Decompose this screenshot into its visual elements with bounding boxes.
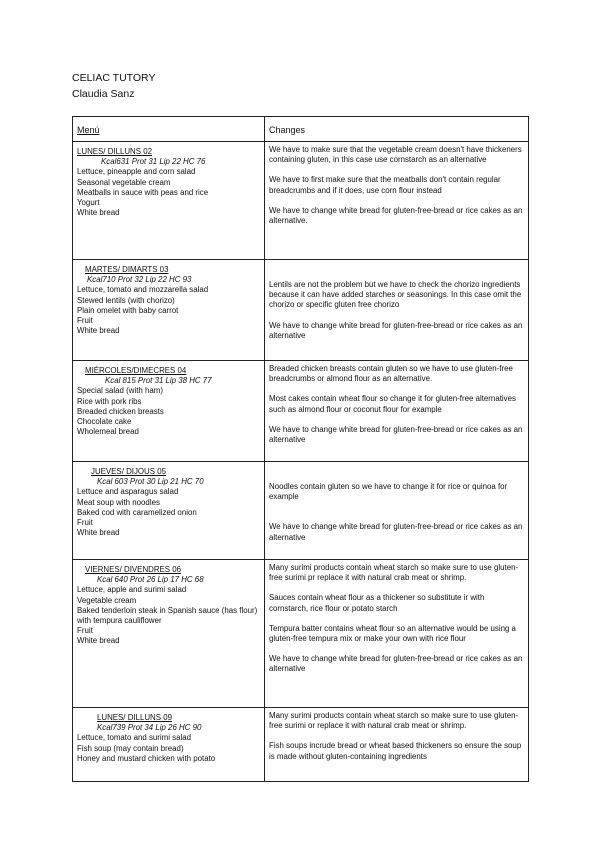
menu-column-header: Menú	[73, 117, 265, 142]
change-note: We have to change white bread for gluten-free-bread or rice cakes as an alternative.	[269, 205, 523, 226]
menu-cell	[73, 361, 265, 462]
list-item: Yogurt	[77, 198, 100, 208]
changes-column-header: Changes	[265, 117, 529, 142]
day-label: MARTES/ DIMARTS 03	[85, 265, 169, 274]
list-item: Special salad (with ham)	[77, 386, 163, 396]
changes-cell	[265, 708, 529, 782]
document-header	[72, 70, 155, 102]
list-item: Baked cod with caramelized onion	[77, 507, 197, 517]
change-note: Lentils are not the problem but we have to check the chorizo ingredients because it can have added starches or seasonings. In this case omit the chorizo or specific gluten free chorizo	[269, 280, 522, 310]
change-note: We have to change white bread for gluten-free-bread or rice cakes as an alternative	[269, 424, 523, 445]
changes-cell	[265, 361, 529, 462]
document-title: CELIAC TUTORY	[72, 72, 156, 84]
table-row	[73, 560, 529, 708]
list-item: Fish soup (may contain bread)	[77, 743, 184, 753]
changes-cell	[265, 560, 529, 708]
list-item: Lettuce, apple and surimi salad	[77, 585, 187, 595]
changes-cell	[265, 260, 529, 361]
day-label: MIÉRCOLES/DIMECRES 04	[85, 366, 187, 375]
menu-cell	[73, 462, 265, 560]
menu-cell	[73, 560, 265, 708]
menu-cell	[73, 142, 265, 260]
list-item: Meat soup with noodles	[77, 497, 160, 507]
changes-cell	[265, 142, 529, 260]
list-item: Vegetable cream	[77, 595, 137, 605]
table-header-row	[73, 117, 529, 142]
nutrition-info: Kcal710 Prot 32 Lip 22 HC 93	[87, 275, 192, 285]
change-note: We have to change white bread for gluten-free-bread or rice cakes as an alternative	[269, 522, 523, 542]
menu-cell	[73, 260, 265, 361]
list-item: Meatballs in sauce with peas and rice	[77, 187, 209, 197]
change-note: We have to first make sure that the meatballs don't contain regular breadcrumbs and if it does, use corn flour instead	[269, 175, 501, 195]
list-item: Chocolate cake	[77, 417, 132, 427]
nutrition-info: Kcal 603 Prot 30 Lip 21 HC 70	[97, 477, 204, 487]
list-item: Lettuce, tomato and surimi salad	[77, 733, 192, 743]
list-item: Fruit	[77, 518, 93, 528]
change-note: Sauces contain wheat flour as a thickener so substitute ir with cornstarch, rice flour or potato starch	[269, 593, 485, 613]
nutrition-info: Kcal 815 Prot 31 Lip 38 HC 77	[105, 376, 212, 386]
day-label: VIERNES/ DIVENDRES 06	[85, 565, 182, 574]
list-item: White bread	[77, 636, 120, 646]
list-item: Lettuce, tomato and mozzarella salad	[77, 285, 209, 295]
list-item: Seasonal vegetable cream	[77, 177, 171, 187]
menu-cell	[73, 708, 265, 782]
list-item: White bread	[77, 528, 120, 538]
change-note: Many surimi products contain wheat starch so make sure to use gluten-free surimi pr replace it with natural crab meat or shrimp.	[269, 563, 519, 583]
table-row	[73, 260, 529, 361]
change-note: Tempura batter contains wheat flour so an alternative would be using a gluten-free tempura mix or make your own with rice flour	[269, 623, 516, 644]
change-note: Fish soups incrude bread or wheat based thickeners so ensure the soup is made without gluten-containing ingredients	[269, 741, 522, 761]
list-item: White bread	[77, 326, 120, 336]
list-item: Lettuce, pineapple and corn salad	[77, 167, 196, 177]
table-row	[73, 708, 529, 782]
change-note: We have to change white bread for gluten-free-bread or rice cakes as an alternative	[269, 320, 523, 340]
list-item: Wholemeal bread	[77, 427, 139, 437]
list-item: Fruit	[77, 316, 93, 326]
change-note: Most cakes contain wheat flour so change it for gluten-free alternatives such as almond flour or coconut flour for example	[269, 394, 516, 414]
list-item: Lettuce and asparagus salad	[77, 487, 179, 497]
list-item: Stewed lentils (with chorizo)	[77, 295, 175, 305]
change-note: We have to make sure that the vegetable cream doesn't have thickeners containing gluten, in this case use cornstarch as an alternative	[269, 145, 522, 165]
document-author: Claudia Sanz	[72, 88, 135, 100]
list-item: Honey and mustard chicken with potato	[77, 753, 216, 763]
day-label: LUNES/ DILLUNS 09	[97, 713, 172, 722]
list-item: White bread	[77, 208, 120, 218]
list-item: Breaded chicken breasts	[77, 406, 164, 416]
nutrition-info: Kcal739 Prot 34 Lip 26 HC 90	[97, 723, 202, 733]
change-note: Noodles contain gluten so we have to change it for rice or quinoa for example	[269, 482, 508, 502]
list-item: Rice with pork ribs	[77, 396, 142, 406]
changes-cell	[265, 462, 529, 560]
change-note: Breaded chicken breasts contain gluten so we have to use gluten-free breadcrumbs or almond flour as an alternative.	[269, 364, 513, 384]
table-row	[73, 462, 529, 560]
day-label: JUEVES/ DIJOUS 05	[91, 467, 166, 476]
list-item: Baked tenderloin steak in Spanish sauce (has flour) with tempura cauliflower	[77, 605, 258, 626]
table-row	[73, 361, 529, 462]
nutrition-info: Kcal 640 Prot 26 Lip 17 HC 68	[97, 575, 204, 585]
list-item: Fruit	[77, 626, 93, 636]
change-note: We have to change white bread for gluten-free-bread or rice cakes as an alternative	[269, 654, 523, 674]
menu-table	[72, 116, 529, 782]
day-label: LUNES/ DILLUNS 02	[77, 147, 152, 156]
list-item: Plain omelet with baby carrot	[77, 305, 179, 315]
nutrition-info: Kcal631 Prot 31 Lip 22 HC 76	[101, 157, 206, 167]
change-note: Many surimi products contain wheat starch so make sure to use gluten-free surimi or replace it with natural crab meat or shrimp.	[269, 711, 519, 731]
table-row	[73, 142, 529, 260]
